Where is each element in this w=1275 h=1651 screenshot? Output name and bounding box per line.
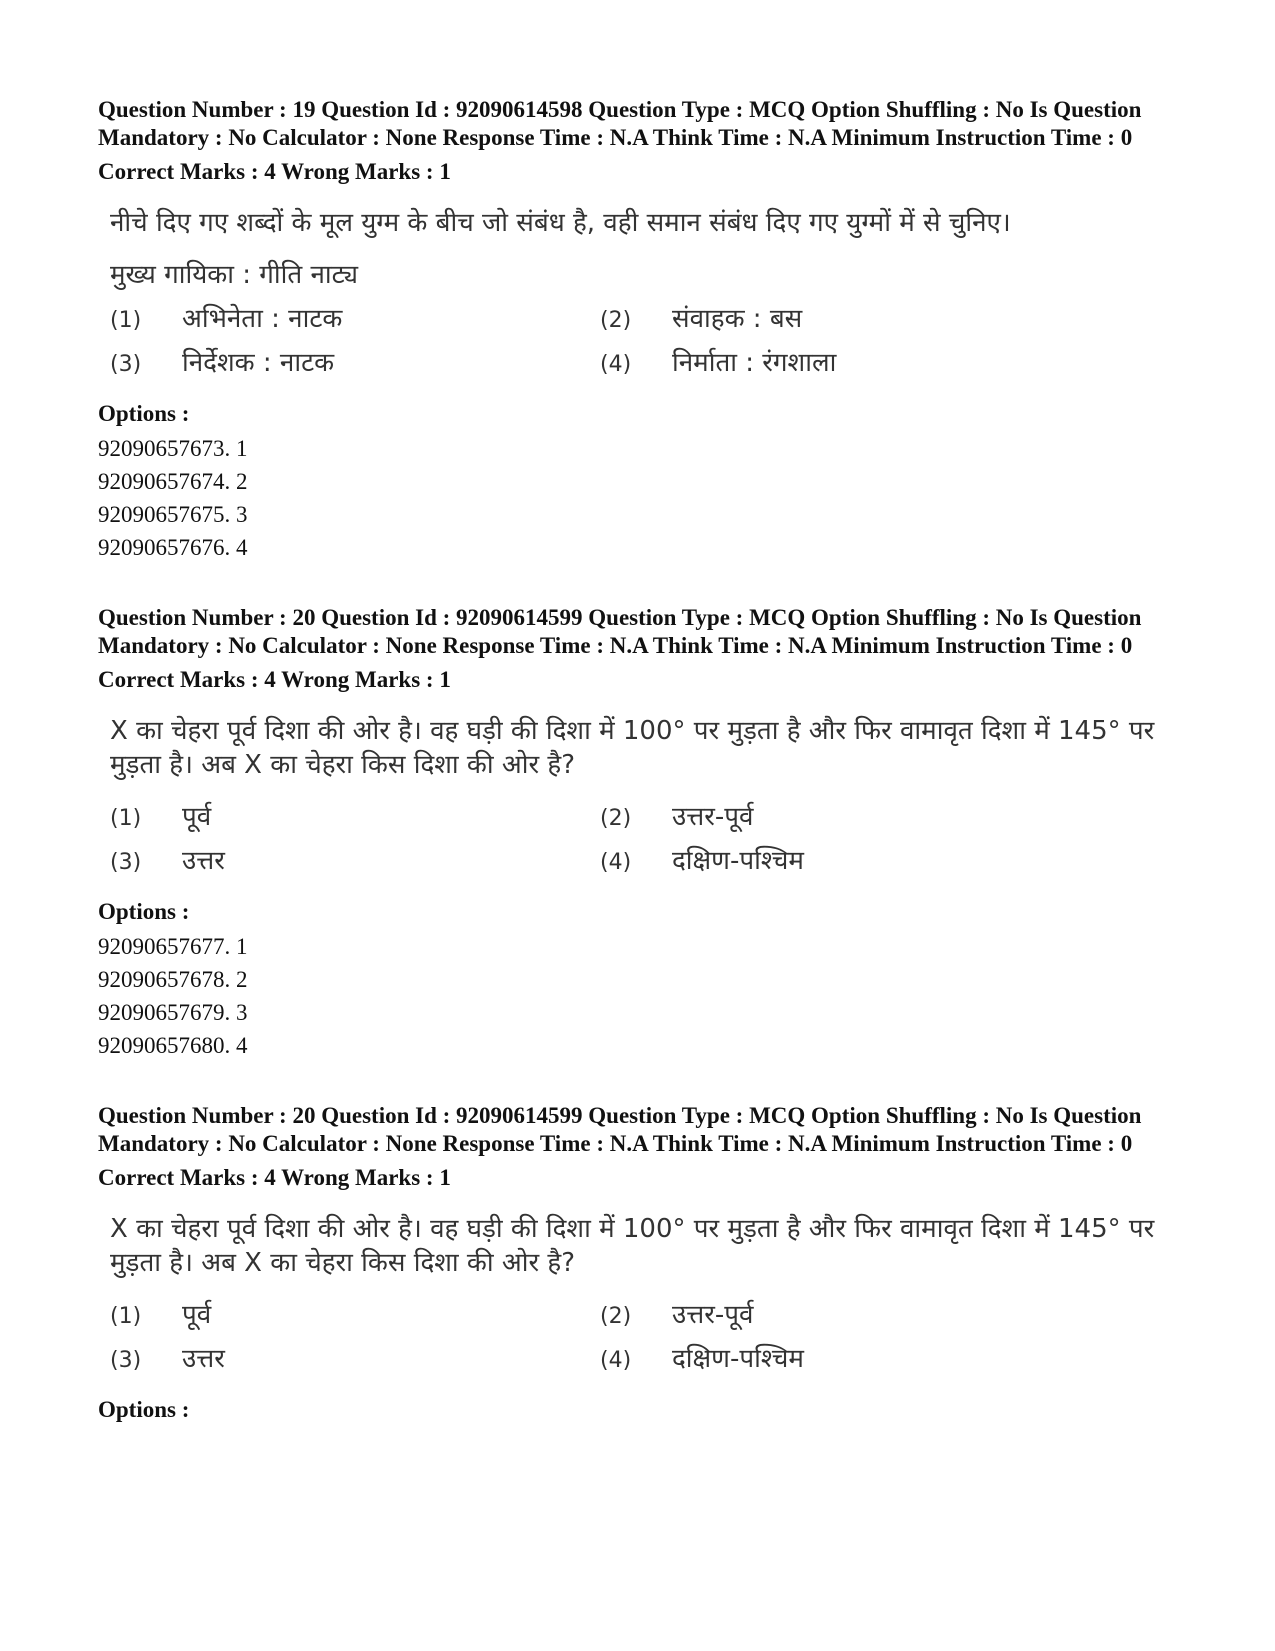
question-block	[98, 604, 1188, 1062]
answer-choices	[110, 800, 1188, 880]
answer-choice	[110, 346, 600, 382]
answer-choice	[110, 302, 600, 338]
answer-choice	[600, 800, 1090, 836]
question-stem: X का चेहरा पूर्व दिशा की ओर है। वह घड़ी की दिशा में 100° पर मुड़ता है और फिर वामावृत दिशा में 145° पर मुड़ता है। अब X का चेहरा किस दिशा की ओर है?	[110, 1214, 1155, 1278]
choice-number: (3)	[110, 352, 142, 377]
choice-number: (3)	[110, 850, 142, 875]
answer-choice	[110, 1298, 600, 1334]
choice-number: (1)	[110, 806, 142, 831]
options-label: Options :	[98, 401, 190, 426]
choice-number: (2)	[600, 308, 632, 333]
question-paper-page	[98, 96, 1188, 1464]
answer-choice	[600, 1298, 1090, 1334]
choice-text: निर्माता : रंगशाला	[672, 348, 837, 378]
choice-number: (2)	[600, 806, 632, 831]
choice-text: दक्षिण-पश्चिम	[672, 846, 804, 876]
question-body	[98, 206, 1188, 382]
choice-text: उत्तर-पूर्व	[672, 1300, 754, 1330]
choice-number: (4)	[600, 850, 632, 875]
choice-text: पूर्व	[182, 802, 212, 832]
choice-number: (1)	[110, 308, 142, 333]
option-id-item: 92090657677. 1	[98, 934, 248, 959]
choice-number: (1)	[110, 1304, 142, 1329]
option-id-item: 92090657674. 2	[98, 469, 248, 494]
answer-choices	[110, 302, 1188, 382]
question-marks: Correct Marks : 4 Wrong Marks : 1	[98, 667, 451, 692]
question-body	[98, 1212, 1188, 1378]
answer-choice	[600, 1342, 1090, 1378]
option-id-list	[98, 432, 1188, 564]
choice-text: उत्तर	[182, 846, 225, 876]
option-id-item: 92090657678. 2	[98, 967, 248, 992]
question-block	[98, 96, 1188, 564]
question-meta: Question Number : 20 Question Id : 92090614599 Question Type : MCQ Option Shuffling : No Is Question Mandatory : No Calculator : None Response Time : N.A Think Time : N.A Minimum Instruction Time : 0	[98, 1103, 1142, 1156]
choice-text: निर्देशक : नाटक	[182, 348, 335, 378]
option-id-item: 92090657676. 4	[98, 535, 248, 560]
option-id-item: 92090657675. 3	[98, 502, 248, 527]
answer-choice	[600, 346, 1090, 382]
question-marks: Correct Marks : 4 Wrong Marks : 1	[98, 1165, 451, 1190]
option-id-item: 92090657680. 4	[98, 1033, 248, 1058]
answer-choice	[110, 800, 600, 836]
question-stem: नीचे दिए गए शब्दों के मूल युग्म के बीच जो संबंध है, वही समान संबंध दिए गए युग्मों में से चुनिए।	[110, 208, 1011, 238]
option-id-list	[98, 930, 1188, 1062]
option-id-item: 92090657673. 1	[98, 436, 248, 461]
question-block	[98, 1102, 1188, 1424]
question-meta: Question Number : 20 Question Id : 92090614599 Question Type : MCQ Option Shuffling : No Is Question Mandatory : No Calculator : None Response Time : N.A Think Time : N.A Minimum Instruction Time : 0	[98, 605, 1142, 658]
answer-choice	[600, 302, 1090, 338]
choice-text: संवाहक : बस	[672, 304, 803, 334]
question-stem: X का चेहरा पूर्व दिशा की ओर है। वह घड़ी की दिशा में 100° पर मुड़ता है और फिर वामावृत दिशा में 145° पर मुड़ता है। अब X का चेहरा किस दिशा की ओर है?	[110, 716, 1155, 780]
answer-choices	[110, 1298, 1188, 1378]
choice-text: उत्तर-पूर्व	[672, 802, 754, 832]
answer-choice	[110, 1342, 600, 1378]
answer-choice	[110, 844, 600, 880]
choice-number: (2)	[600, 1304, 632, 1329]
choice-text: अभिनेता : नाटक	[182, 304, 343, 334]
question-body	[98, 714, 1188, 880]
option-id-item: 92090657679. 3	[98, 1000, 248, 1025]
choice-text: उत्तर	[182, 1344, 225, 1374]
choice-number: (3)	[110, 1348, 142, 1373]
question-marks: Correct Marks : 4 Wrong Marks : 1	[98, 159, 451, 184]
options-label: Options :	[98, 899, 190, 924]
choice-number: (4)	[600, 1348, 632, 1373]
choice-text: पूर्व	[182, 1300, 212, 1330]
options-label: Options :	[98, 1397, 190, 1422]
answer-choice	[600, 844, 1090, 880]
choice-number: (4)	[600, 352, 632, 377]
choice-text: दक्षिण-पश्चिम	[672, 1344, 804, 1374]
question-word-pair: मुख्य गायिका : गीति नाट्य	[110, 260, 359, 290]
question-meta: Question Number : 19 Question Id : 92090614598 Question Type : MCQ Option Shuffling : No Is Question Mandatory : No Calculator : None Response Time : N.A Think Time : N.A Minimum Instruction Time : 0	[98, 97, 1142, 150]
